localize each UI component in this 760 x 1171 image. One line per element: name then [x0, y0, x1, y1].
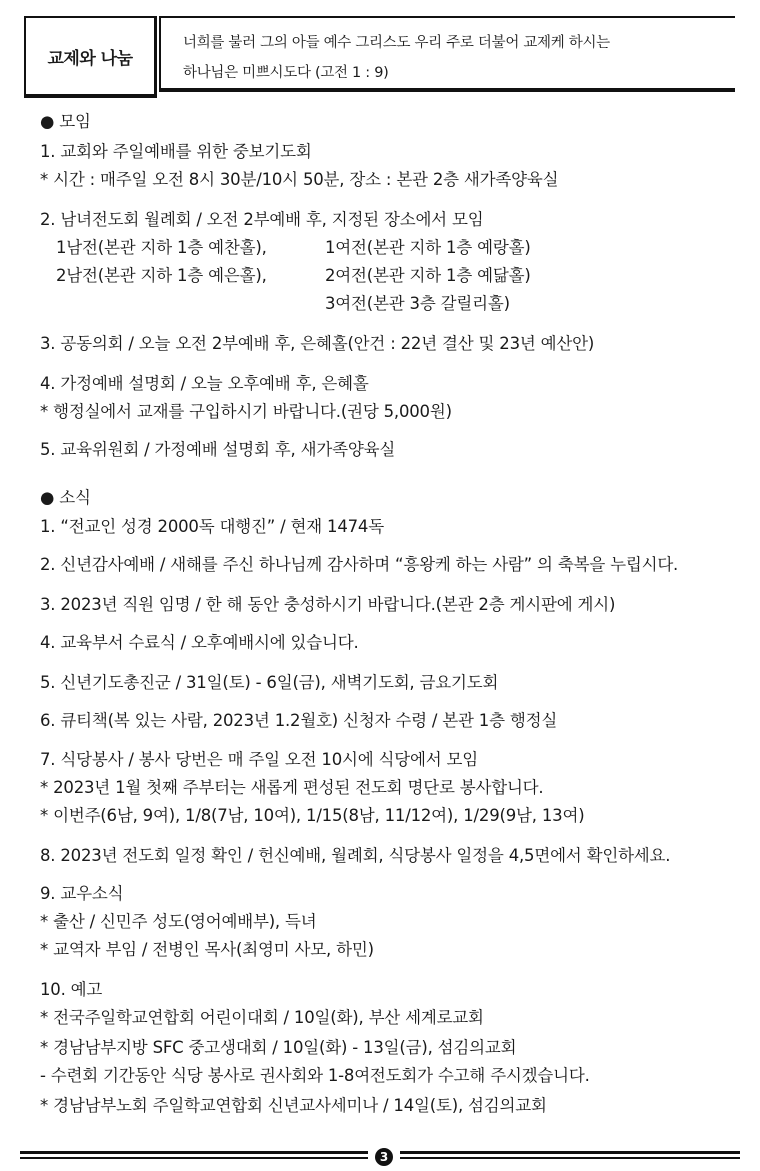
- footer-divider-right-thin: [400, 1157, 740, 1159]
- list-item: 5. 교육위원회 / 가정예배 설명회 후, 새가족양육실: [40, 440, 396, 459]
- list-item-detail: 1남전(본관 지하 1층 예찬홀),: [56, 238, 267, 257]
- list-item: 2. 신년감사예배 / 새해를 주신 하나님께 감사하며 “흥왕케 하는 사람” 의 축복을 누립시다.: [40, 555, 679, 574]
- list-item-detail: 3여전(본관 3층 갈릴리홀): [325, 294, 510, 313]
- section-title: 교제와 나눔: [24, 16, 157, 98]
- list-item-note: * 교역자 부임 / 전병인 목사(최영미 사모, 하민): [40, 940, 374, 959]
- footer-divider-right: [400, 1151, 740, 1154]
- verse-line-1: 너희를 불러 그의 아들 예수 그리스도 우리 주로 더불어 교제케 하시는: [183, 35, 610, 51]
- list-item: 6. 큐티책(복 있는 사람, 2023년 1.2월호) 신청자 수령 / 본관 1층 행정실: [40, 711, 558, 730]
- list-item-note: * 경남남부노회 주일학교연합회 신년교사세미나 / 14일(토), 섬김의교회: [40, 1096, 547, 1115]
- header: [24, 16, 740, 96]
- list-item-note: * 이번주(6남, 9여), 1/8(7남, 10여), 1/15(8남, 11/12여), 1/29(9남, 13여): [40, 806, 585, 825]
- section-heading-meetings: ● 모임: [40, 112, 91, 131]
- list-item-detail: 1여전(본관 지하 1층 예랑홀): [325, 238, 531, 257]
- page-number: 3: [375, 1148, 393, 1166]
- section-heading-news: ● 소식: [40, 488, 91, 507]
- footer-divider-left-thin: [20, 1157, 368, 1159]
- list-item-note: * 시간 : 매주일 오전 8시 30분/10시 50분, 장소 : 본관 2층 새가족양육실: [40, 170, 559, 189]
- list-item: 4. 가정예배 설명회 / 오늘 오후예배 후, 은혜홀: [40, 374, 369, 393]
- list-item-note: * 행정실에서 교재를 구입하시기 바랍니다.(권당 5,000원): [40, 402, 452, 421]
- scripture-verse: [159, 16, 735, 92]
- list-item-note: * 출산 / 신민주 성도(영어예배부), 득녀: [40, 912, 317, 931]
- list-item: 1. “전교인 성경 2000독 대행진” / 현재 1474독: [40, 517, 384, 536]
- list-item: 2. 남녀전도회 월례회 / 오전 2부예배 후, 지정된 장소에서 모임: [40, 210, 484, 229]
- list-item: 3. 공동의회 / 오늘 오전 2부예배 후, 은혜홀(안건 : 22년 결산 및 23년 예산안): [40, 334, 595, 353]
- list-item: 4. 교육부서 수료식 / 오후예배시에 있습니다.: [40, 633, 359, 652]
- list-item: 5. 신년기도총진군 / 31일(토) - 6일(금), 새벽기도회, 금요기도회: [40, 673, 499, 692]
- list-item: 10. 예고: [40, 980, 103, 999]
- list-item: 1. 교회와 주일예배를 위한 중보기도회: [40, 142, 312, 161]
- list-item-note: - 수련회 기간동안 식당 봉사로 권사회와 1-8여전도회가 수고해 주시겠습니다.: [40, 1066, 590, 1085]
- list-item: 7. 식당봉사 / 봉사 당번은 매 주일 오전 10시에 식당에서 모임: [40, 750, 479, 769]
- list-item: 3. 2023년 직원 임명 / 한 해 동안 충성하시기 바랍니다.(본관 2층 게시판에 게시): [40, 595, 616, 614]
- list-item-note: * 2023년 1월 첫째 주부터는 새롭게 편성된 전도회 명단로 봉사합니다.: [40, 778, 544, 797]
- list-item: 9. 교우소식: [40, 884, 124, 903]
- list-item-detail: 2여전(본관 지하 1층 예닮홀): [325, 266, 531, 285]
- footer-divider-left: [20, 1151, 368, 1154]
- list-item-detail: 2남전(본관 지하 1층 예은홀),: [56, 266, 267, 285]
- verse-line-2: 하나님은 미쁘시도다 (고전 1 : 9): [183, 65, 389, 81]
- list-item: 8. 2023년 전도회 일정 확인 / 헌신예배, 월례회, 식당봉사 일정을 4,5면에서 확인하세요.: [40, 846, 671, 865]
- list-item-note: * 전국주일학교연합회 어린이대회 / 10일(화), 부산 세계로교회: [40, 1008, 484, 1027]
- list-item-note: * 경남남부지방 SFC 중고생대회 / 10일(화) - 13일(금), 섬김의교회: [40, 1038, 517, 1057]
